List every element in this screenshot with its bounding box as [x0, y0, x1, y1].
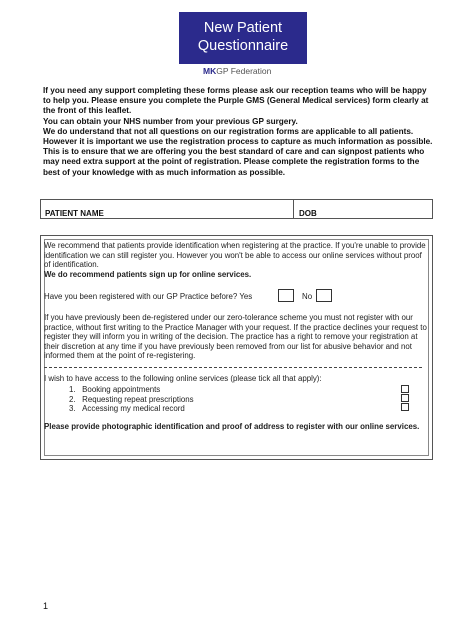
- intro-para-1: If you need any support completing these forms please ask our reception teams who will be happy to help you. Please ensure you complete the Purple GMS (General Medical services) form clearly at the front of this leaflet.: [43, 86, 429, 116]
- patient-details-row: [40, 199, 433, 219]
- repeat-prescriptions-checkbox[interactable]: [401, 394, 409, 402]
- title-line-2: Questionnaire: [197, 38, 289, 54]
- title-banner: [179, 12, 307, 64]
- service-label: Booking appointments: [82, 385, 161, 394]
- row-divider: [293, 200, 294, 218]
- registered-before-question: Have you been registered with our GP Practice before? Yes: [44, 292, 253, 301]
- online-recommend-text: We do recommend patients sign up for online services.: [44, 270, 252, 279]
- intro-text: [43, 86, 435, 178]
- service-number: 2.: [69, 395, 76, 404]
- registered-yes-checkbox[interactable]: [278, 289, 294, 302]
- service-label: Requesting repeat prescriptions: [82, 395, 194, 404]
- service-number: 3.: [69, 404, 76, 413]
- intro-para-2: You can obtain your NHS number from your previous GP surgery.: [43, 116, 298, 126]
- access-intro-text: I wish to have access to the following online services (please tick all that apply):: [44, 374, 322, 383]
- registered-no-checkbox[interactable]: [316, 289, 332, 302]
- service-item-medical-record: [69, 404, 185, 414]
- patient-name-label: PATIENT NAME: [45, 209, 104, 218]
- service-label: Accessing my medical record: [82, 404, 185, 413]
- title-line-1: New Patient: [203, 20, 283, 36]
- identification-paragraph: We recommend that patients provide identification when registering at the practice. If you're unable to provide identification we can still register you. However you won't be able to access our online services without proof of identification.: [44, 241, 426, 270]
- dob-label: DOB: [299, 209, 317, 218]
- medical-record-checkbox[interactable]: [401, 403, 409, 411]
- booking-appointments-checkbox[interactable]: [401, 385, 409, 393]
- registered-no-label: No: [302, 292, 313, 301]
- intro-para-3: We do understand that not all questions on our registration forms are applicable to all patients. However it is important we use the registration process to capture as much information as possible. This is to ensure that we are offering you the best standard of care and can signpost patients who may need extra support at the point of registration. Please complete the registration forms to the best of your knowledge with as much information as possible.: [43, 126, 433, 177]
- deregistered-paragraph: If you have previously been de-registered under our zero-tolerance scheme you must not register with our practice, without first writing to the Practice Manager with your request. If the practice declines your request to register they will inform you in writing of the decision. The practice has a right to remove your registration at their discretion at any time if you have previously been removed from our list for abusive behavior and not informed them at the point of re-registering.: [44, 313, 427, 361]
- section-divider: [44, 367, 422, 368]
- federation-logo-text: [203, 66, 271, 76]
- page-number: 1: [43, 601, 49, 611]
- service-item-booking: [69, 385, 160, 395]
- federation-prefix: MK: [203, 66, 217, 76]
- federation-name: GP Federation: [216, 66, 272, 76]
- service-number: 1.: [69, 385, 76, 394]
- photo-id-note: Please provide photographic identification and proof of address to register with our online services.: [44, 422, 420, 431]
